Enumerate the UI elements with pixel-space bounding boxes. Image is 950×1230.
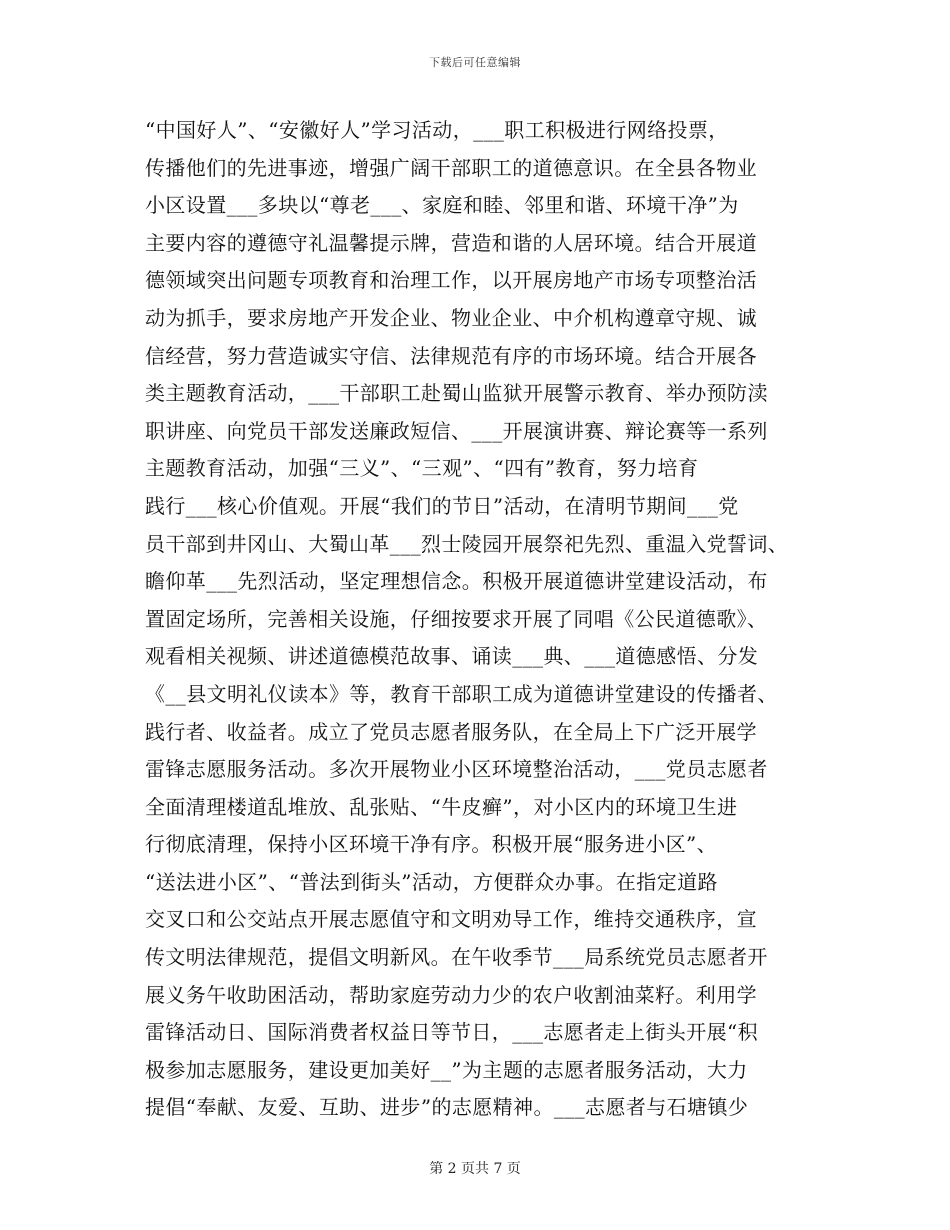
text-line: 行彻底清理，保持小区环境干净有序。积极开展“服务进小区”、	[145, 832, 718, 857]
text-line: 展义务午收助困活动，帮助家庭劳动力少的农户收割油菜籽。利用学	[145, 982, 757, 1007]
text-line: 践行者、收益者。成立了党员志愿者服务队，在全局上下广泛开展学	[145, 719, 757, 744]
text-line: 雷锋活动日、国际消费者权益日等节日，___志愿者走上街头开展“积	[145, 1020, 759, 1045]
text-line: 动为抓手，要求房地产开发企业、物业企业、中介机构遵章守规、诚	[145, 305, 757, 330]
text-line: 提倡“奉献、友爱、互助、进步”的志愿精神。___志愿者与石塘镇少	[145, 1095, 749, 1120]
page-number: 第 2 页共 7 页	[429, 1161, 521, 1177]
text-line: “送法进小区”、“普法到街头”活动，方便群众办事。在指定道路	[145, 869, 718, 894]
text-line: 传文明法律规范，提倡文明新风。在午收季节___局系统党员志愿者开	[145, 945, 768, 970]
text-line: 德领域突出问题专项教育和治理工作，以开展房地产市场专项整治活	[145, 268, 757, 293]
text-line: 主题教育活动，加强“三义”、“三观”、“四有”教育，努力培育	[145, 456, 699, 481]
text-line: 交叉口和公交站点开展志愿值守和文明劝导工作，维持交通秩序，宣	[145, 907, 757, 932]
text-line: 观看相关视频、讲述道德模范故事、诵读___典、___道德感悟、分发	[145, 644, 759, 669]
text-line: 《__县文明礼仪读本》等，教育干部职工成为道德讲堂建设的传播者、	[145, 681, 778, 706]
text-line: 类主题教育活动，___干部职工赴蜀山监狱开展警示教育、举办预防渎	[145, 381, 768, 406]
text-line: 传播他们的先进事迹，增强广阔干部职工的道德意识。在全县各物业	[145, 155, 757, 180]
page-header-note: 下载后可任意编辑	[429, 56, 521, 69]
text-line: 践行___核心价值观。开展“我们的节日”活动，在清明节期间___党	[145, 493, 739, 518]
text-line: 置固定场所，完善相关设施，仔细按要求开展了同唱《公民道德歌》、	[145, 606, 768, 631]
text-line: 主要内容的遵德守礼温馨提示牌，营造和谐的人居环境。结合开展道	[145, 230, 757, 255]
text-line: 瞻仰革___先烈活动，坚定理想信念。积极开展道德讲堂建设活动，布	[145, 569, 768, 594]
text-line: “中国好人”、“安徽好人”学习活动，___职工积极进行网络投票，	[145, 118, 729, 142]
document-body	[145, 112, 825, 1127]
text-line: 极参加志愿服务，建设更加美好__”为主题的志愿者服务活动，大力	[145, 1057, 748, 1082]
text-line: 雷锋志愿服务活动。多次开展物业小区环境整治活动，___党员志愿者	[145, 757, 768, 782]
text-line: 信经营，努力营造诚实守信、法律规范有序的市场环境。结合开展各	[145, 343, 757, 368]
text-line: 小区设置___多块以“尊老___、家庭和睦、邻里和谐、环境干净”为	[145, 193, 739, 218]
text-line: 全面清理楼道乱堆放、乱张贴、“牛皮癣”，对小区内的环境卫生进	[145, 794, 738, 819]
text-line: 职讲座、向党员干部发送廉政短信、___开展演讲赛、辩论赛等一系列	[145, 418, 768, 443]
text-line: 员干部到井冈山、大蜀山革___烈士陵园开展祭祀先烈、重温入党誓词、	[145, 531, 789, 556]
